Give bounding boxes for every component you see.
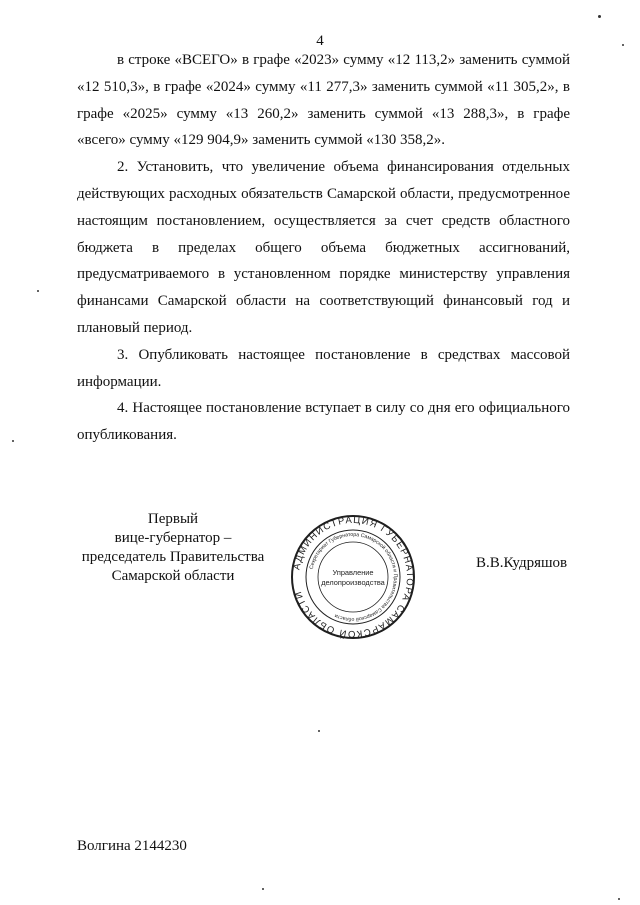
scan-speck xyxy=(318,730,320,732)
paragraph-4: 4. Настоящее постановление вступает в силу со дня его официального опубликования. xyxy=(77,400,570,444)
paragraph-3: 3. Опубликовать настоящее постановление в средствах массовой информации. xyxy=(77,346,570,390)
stamp-center-line-2: делопроизводства xyxy=(321,578,385,587)
position-line: Первый xyxy=(147,511,199,527)
stamp-outer-text: АДМИНИСТРАЦИЯ ГУБЕРНАТОРА САМАРСКОЙ ОБЛАСТИ xyxy=(291,514,416,640)
stamp-center-line-1: Управление xyxy=(332,568,374,577)
stamp-inner-text: Секретариат Губернатора Самарской области и Правительства Самарской области xyxy=(308,531,399,623)
scan-speck xyxy=(598,15,601,18)
position-line: Самарской области xyxy=(111,568,235,584)
scan-speck xyxy=(262,888,264,890)
body-text xyxy=(77,47,570,449)
executor-note: Волгина 2144230 xyxy=(77,838,187,854)
signatory-name: В.В.Кудряшов xyxy=(476,555,568,571)
position-line: председатель Правительства xyxy=(81,549,265,565)
paragraph-2: 2. Установить, что увеличение объема финансирования отдельных действующих расходных обязательств Самарской области, предусмотренное настоящим постановлением, осуществляется за счет средств областного бюджета в пределах общего объема бюджетных ассигнований, предусматриваемого в установленном порядке министерству управления финансами Самарской области на соответствующий финансовый год и плановый период. xyxy=(77,159,570,336)
scan-speck xyxy=(618,898,620,900)
official-seal-stamp xyxy=(290,514,416,640)
scan-speck xyxy=(37,290,39,292)
position-line: вице-губернатор – xyxy=(114,530,232,546)
paragraph-1: в строке «ВСЕГО» в графе «2023» сумму «12 113,2» заменить суммой «12 510,3», в графе «2024» сумму «11 277,3» заменить суммой «11 305,2», в графе «2025» сумму «13 260,2» заменить суммой «13 288,3», в графе «всего» сумму «129 904,9» заменить суммой «130 358,2». xyxy=(77,52,570,149)
scan-speck xyxy=(12,440,14,442)
scan-speck xyxy=(622,44,624,46)
page-number: 4 xyxy=(316,33,324,49)
signatory-position xyxy=(78,510,268,586)
